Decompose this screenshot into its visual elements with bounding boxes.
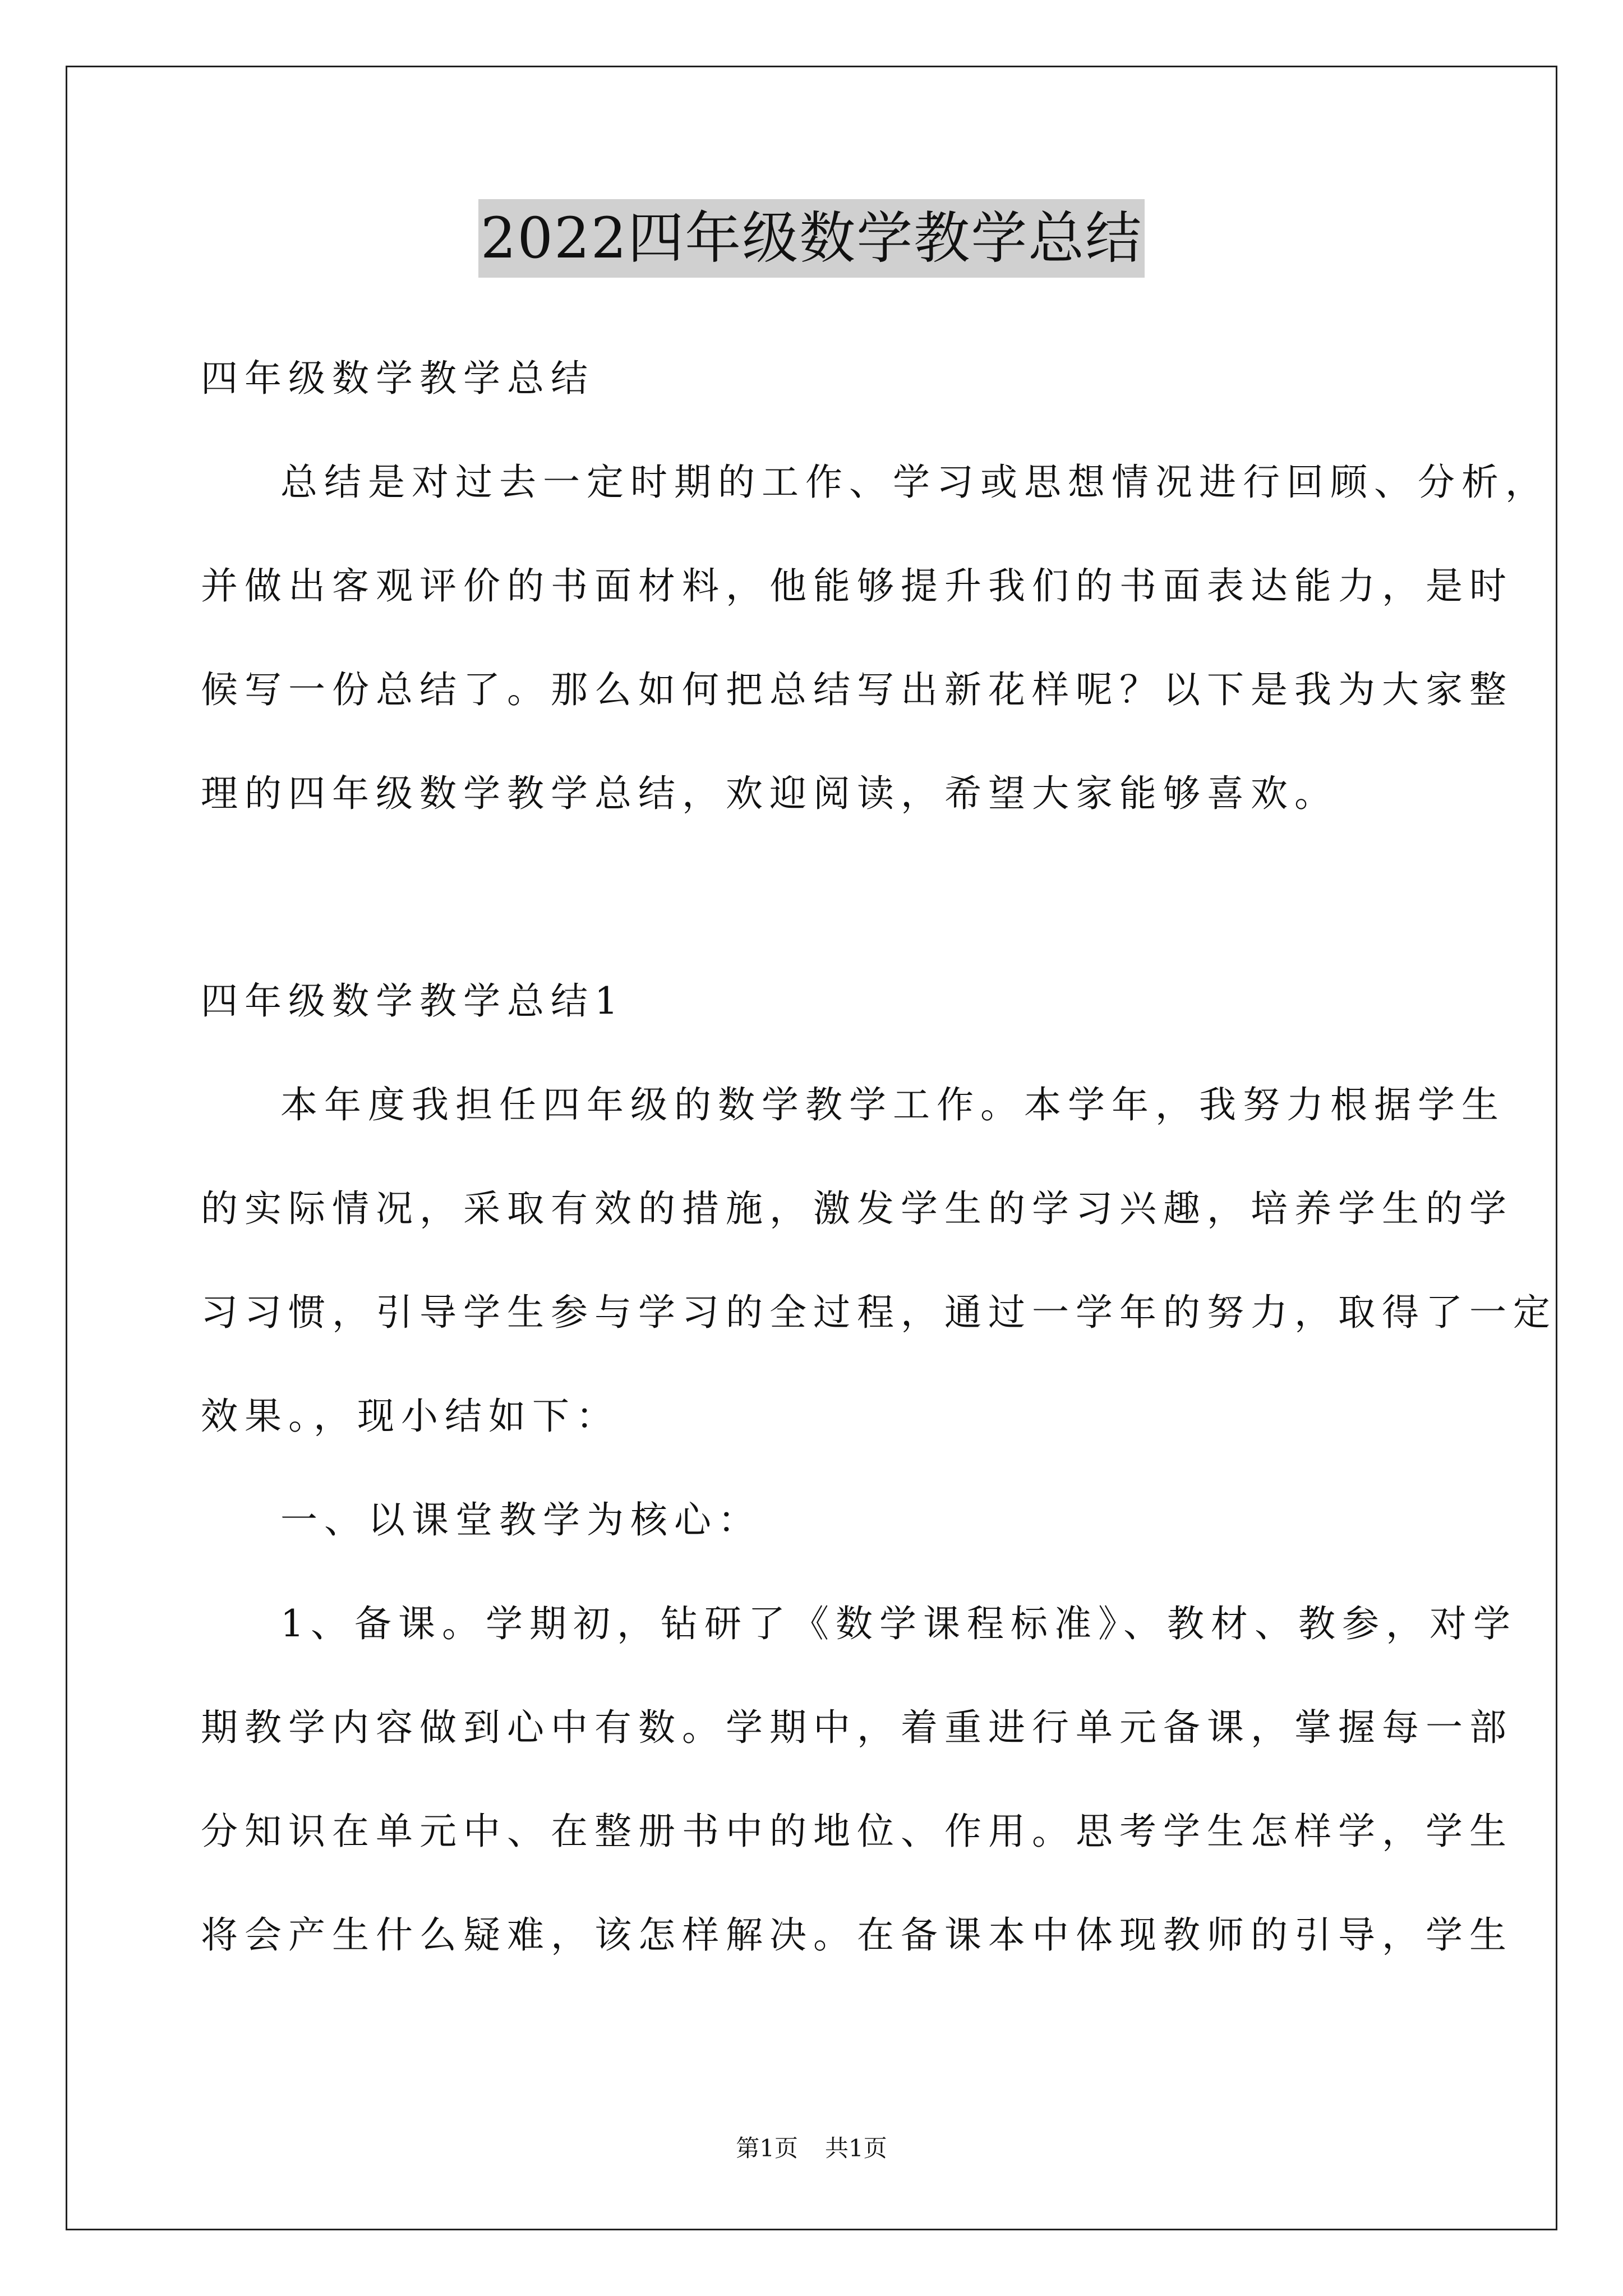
paragraph-line: 本年度我担任四年级的数学教学工作。本学年，我努力根据学生: [280, 1083, 1505, 1126]
section-heading: 四年级数学教学总结1: [201, 979, 625, 1023]
paragraph-line: 效果。，现小结如下：: [201, 1395, 620, 1438]
document-title: 2022四年级数学教学总结: [478, 199, 1145, 278]
title-container: [0, 199, 1623, 278]
subtitle-line: 四年级数学教学总结: [201, 357, 594, 400]
page-number-total: 共1页: [825, 2134, 887, 2162]
paragraph-line: 总结是对过去一定时期的工作、学习或思想情况进行回顾、分析，: [280, 461, 1549, 504]
paragraph-line: 理的四年级数学教学总结，欢迎阅读，希望大家能够喜欢。: [201, 772, 1338, 815]
paragraph-line: 1、备课。学期初，钻研了《数学课程标准》、教材、教参，对学: [280, 1602, 1517, 1645]
paragraph-line: 候写一份总结了。那么如何把总结写出新花样呢？以下是我为大家整: [201, 668, 1513, 711]
page-number-current: 第1页: [736, 2134, 798, 2162]
paragraph-line: 分知识在单元中、在整册书中的地位、作用。思考学生怎样学，学生: [201, 1810, 1513, 1853]
subsection-heading: 一、以课堂教学为核心：: [280, 1498, 762, 1542]
paragraph-line: 期教学内容做到心中有数。学期中，着重进行单元备课，掌握每一部: [201, 1706, 1513, 1749]
paragraph-line: 的实际情况，采取有效的措施，激发学生的学习兴趣，培养学生的学: [201, 1187, 1513, 1230]
paragraph-line: 习习惯，引导学生参与学习的全过程，通过一学年的努力，取得了一定: [201, 1291, 1557, 1334]
page-footer: [0, 2132, 1623, 2165]
paragraph-line: 将会产生什么疑难，该怎样解决。在备课本中体现教师的引导，学生: [201, 1913, 1513, 1957]
paragraph-line: 并做出客观评价的书面材料，他能够提升我们的书面表达能力，是时: [201, 564, 1513, 608]
